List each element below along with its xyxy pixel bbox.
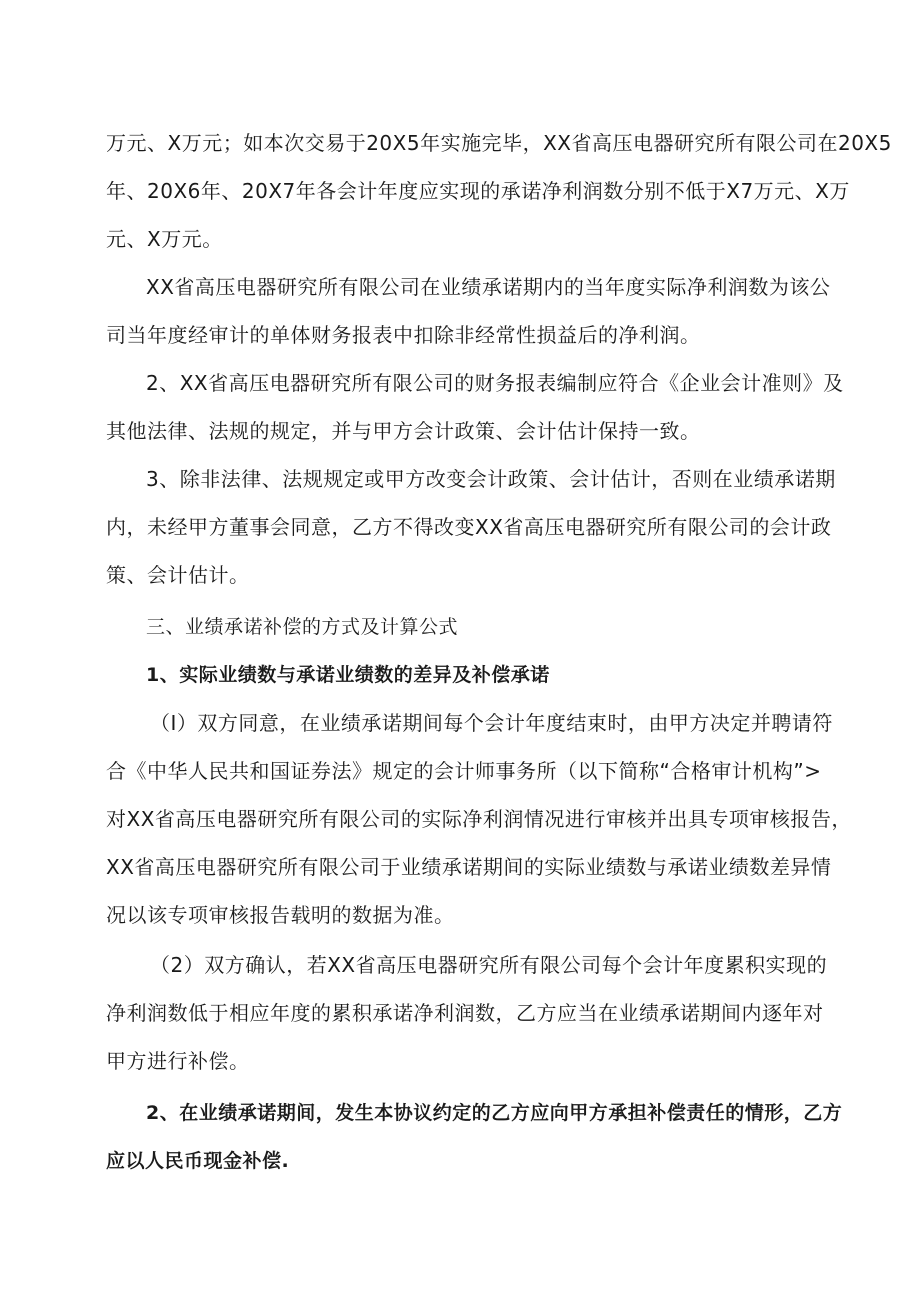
para1-line2: 年、20X6年、20X7年各会计年度应实现的承诺净利润数分别不低于X7万元、X万 bbox=[106, 179, 850, 203]
para6-line3: 甲方进行补偿。 bbox=[106, 1049, 250, 1073]
para7-line1: 2、在业绩承诺期间，发生本协议约定的乙方应向甲方承担补偿责任的情形，乙方 bbox=[146, 1102, 843, 1124]
para4-line3: 策、会计估计。 bbox=[106, 563, 250, 587]
para2-line1: XX省高压电器研究所有限公司在业绩承诺期内的当年度实际净利润数为该公 bbox=[146, 275, 831, 299]
para7-line2: 应以人民币现金补偿. bbox=[106, 1150, 290, 1172]
para6-line1: （2）双方确认，若XX省高压电器研究所有限公司每个会计年度累积实现的 bbox=[150, 953, 828, 977]
para4-line1: 3、除非法律、法规规定或甲方改变会计政策、会计估计，否则在业绩承诺期 bbox=[146, 467, 836, 491]
para3-line1: 2、XX省高压电器研究所有限公司的财务报表编制应符合《企业会计准则》及 bbox=[146, 371, 844, 395]
subheading-1: 1、实际业绩数与承诺业绩数的差异及补偿承诺 bbox=[146, 664, 550, 686]
para1-line3: 元、X万元。 bbox=[106, 227, 223, 251]
para5-line4: XX省高压电器研究所有限公司于业绩承诺期间的实际业绩数与承诺业绩数差异情 bbox=[106, 855, 832, 879]
section-heading-3: 三、业绩承诺补偿的方式及计算公式 bbox=[146, 616, 459, 638]
para6-line2: 净利润数低于相应年度的累积承诺净利润数，乙方应当在业绩承诺期间内逐年对 bbox=[106, 1001, 824, 1025]
para1-line1: 万元、X万元；如本次交易于20X5年实施完毕，XX省高压电器研究所有限公司在20X5 bbox=[106, 131, 892, 155]
para2-line2: 司当年度经审计的单体财务报表中扣除非经常性损益后的净利润。 bbox=[106, 323, 701, 347]
para3-line2: 其他法律、法规的规定，并与甲方会计政策、会计估计保持一致。 bbox=[106, 419, 701, 443]
para5-line2: 合《中华人民共和国证券法》规定的会计师事务所（以下简称“合格审计机构”> bbox=[106, 759, 822, 783]
para4-line2: 内，未经甲方董事会同意，乙方不得改变XX省高压电器研究所有限公司的会计政 bbox=[106, 515, 832, 539]
para5-line3: 对XX省高压电器研究所有限公司的实际净利润情况进行审核并出具专项审核报告， bbox=[106, 807, 852, 831]
para5-line5: 况以该专项审核报告载明的数据为准。 bbox=[106, 903, 455, 927]
para5-line1: （I）双方同意，在业绩承诺期间每个会计年度结束时，由甲方决定并聘请符 bbox=[150, 711, 833, 735]
